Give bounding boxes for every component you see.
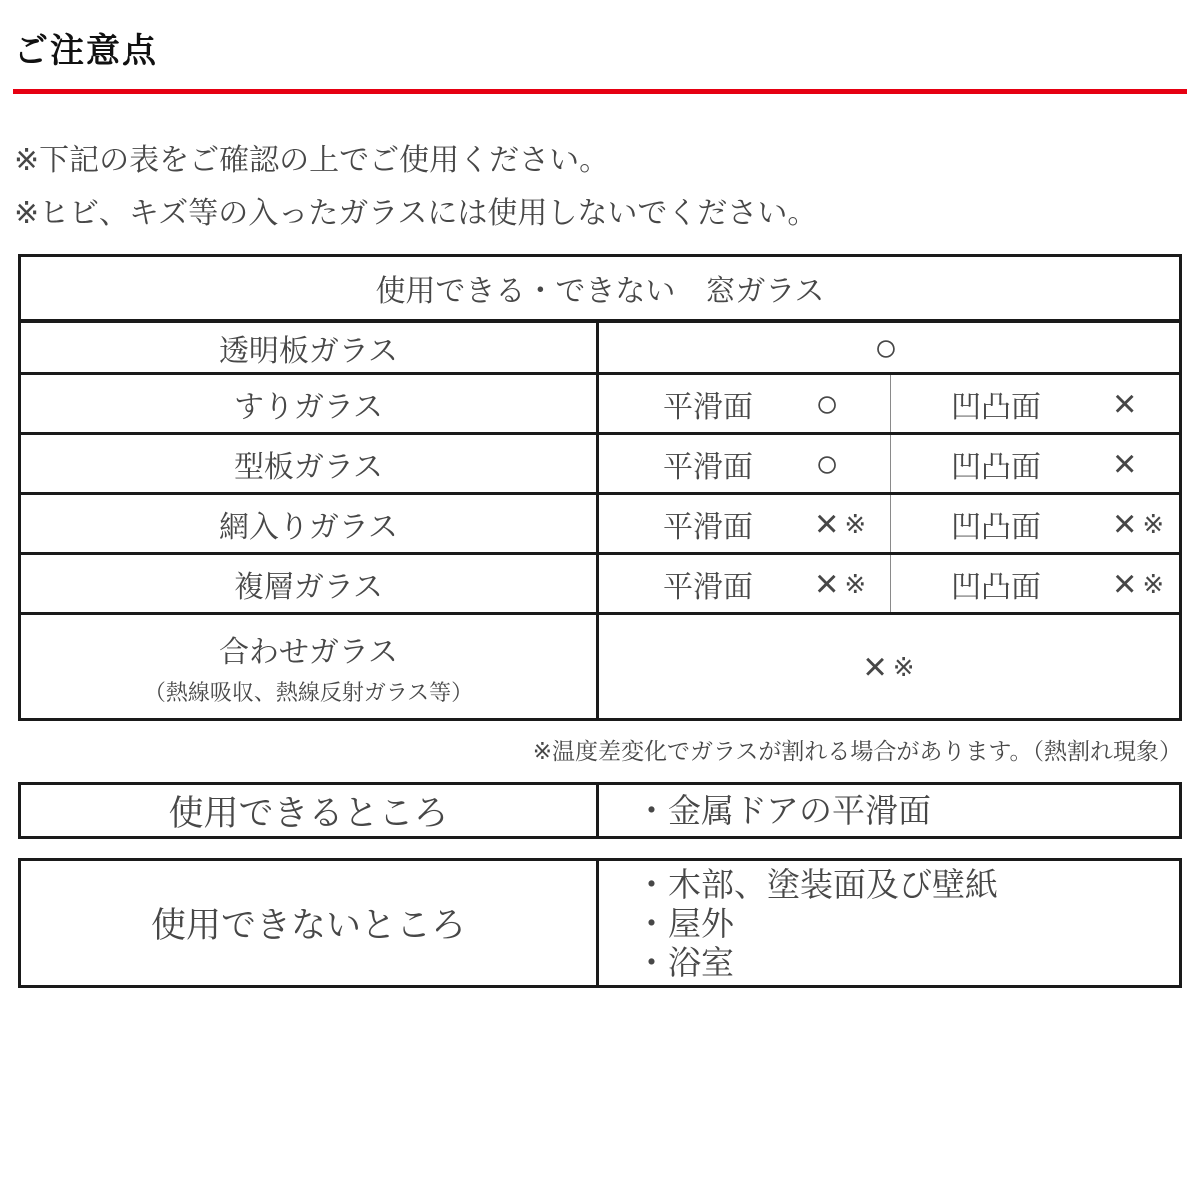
surface-label: 平滑面 xyxy=(663,510,753,544)
compatibility-mark: × xyxy=(1113,501,1137,546)
surface-label: 凹凸面 xyxy=(951,510,1041,544)
usable-places-table xyxy=(18,782,1182,839)
compatibility-mark: ○ xyxy=(815,381,840,426)
glass-type-cell: 型板ガラス xyxy=(21,435,599,492)
flat-surface-cell xyxy=(599,435,891,492)
flat-surface-cell xyxy=(599,555,891,612)
reference-mark: ※ xyxy=(844,508,867,539)
compatibility-mark: ○ xyxy=(873,325,899,370)
usable-places-items xyxy=(599,785,1179,836)
list-item: ・金属ドアの平滑面 xyxy=(635,792,932,829)
list-item: ・浴室 xyxy=(635,943,734,981)
compatibility-cell xyxy=(599,615,1179,718)
glass-type-cell xyxy=(21,615,599,718)
reference-mark: ※ xyxy=(1142,508,1165,539)
note-line-2: ※ヒビ、キズ等の入ったガラスには使用しないでください。 xyxy=(14,197,818,230)
compatibility-cell xyxy=(599,323,1179,372)
table-row-double-glazed-glass xyxy=(21,552,1179,612)
uneven-surface-cell xyxy=(891,435,1179,492)
list-item: ・木部、塗装面及び壁紙 xyxy=(635,865,998,903)
uneven-surface-cell xyxy=(891,375,1179,432)
usable-places-label: 使用できるところ xyxy=(21,785,599,836)
compatibility-mark: × xyxy=(815,561,839,606)
reference-mark: ※ xyxy=(844,568,867,599)
reference-mark: ※ xyxy=(892,651,915,682)
compatibility-mark: × xyxy=(1113,441,1137,486)
note-line-1: ※下記の表をご確認の上でご使用ください。 xyxy=(14,144,610,177)
glass-type-cell: 複層ガラス xyxy=(21,555,599,612)
compatibility-mark: × xyxy=(1113,561,1137,606)
surface-label: 平滑面 xyxy=(663,570,753,604)
list-item: ・屋外 xyxy=(635,904,734,942)
surface-label: 凹凸面 xyxy=(951,450,1041,484)
table-row-frosted-glass xyxy=(21,372,1179,432)
compatibility-mark: × xyxy=(815,501,839,546)
glass-type-subname: （熱線吸収、熱線反射ガラス等） xyxy=(143,679,474,705)
compatibility-mark: × xyxy=(1113,381,1137,426)
table-row-patterned-glass xyxy=(21,432,1179,492)
flat-surface-cell xyxy=(599,495,891,552)
red-divider xyxy=(13,89,1187,94)
compatibility-mark: × xyxy=(863,644,887,689)
table-row-laminated-glass xyxy=(21,612,1179,718)
glass-type-cell: 透明板ガラス xyxy=(21,323,599,372)
surface-label: 平滑面 xyxy=(663,390,753,424)
surface-label: 凹凸面 xyxy=(951,390,1041,424)
unusable-places-label: 使用できないところ xyxy=(21,861,599,985)
surface-label: 平滑面 xyxy=(663,450,753,484)
compatibility-mark: ○ xyxy=(815,441,840,486)
glass-type-cell: すりガラス xyxy=(21,375,599,432)
uneven-surface-cell xyxy=(891,495,1179,552)
surface-label: 凹凸面 xyxy=(951,570,1041,604)
thermal-crack-footnote: ※温度差変化でガラスが割れる場合があります。（熱割れ現象） xyxy=(532,738,1182,764)
glass-table-title: 使用できる・できない 窓ガラス xyxy=(21,257,1179,323)
page-title: ご注意点 xyxy=(14,32,158,70)
unusable-places-table xyxy=(18,858,1182,988)
table-row-clear-glass xyxy=(21,323,1179,372)
uneven-surface-cell xyxy=(891,555,1179,612)
unusable-places-items xyxy=(599,861,1179,985)
reference-mark: ※ xyxy=(1142,568,1165,599)
usage-notes xyxy=(14,134,1200,240)
table-row-wired-glass xyxy=(21,492,1179,552)
flat-surface-cell xyxy=(599,375,891,432)
glass-type-cell: 網入りガラス xyxy=(21,495,599,552)
glass-compatibility-table xyxy=(18,254,1182,721)
glass-type-name: 合わせガラス xyxy=(218,635,399,669)
